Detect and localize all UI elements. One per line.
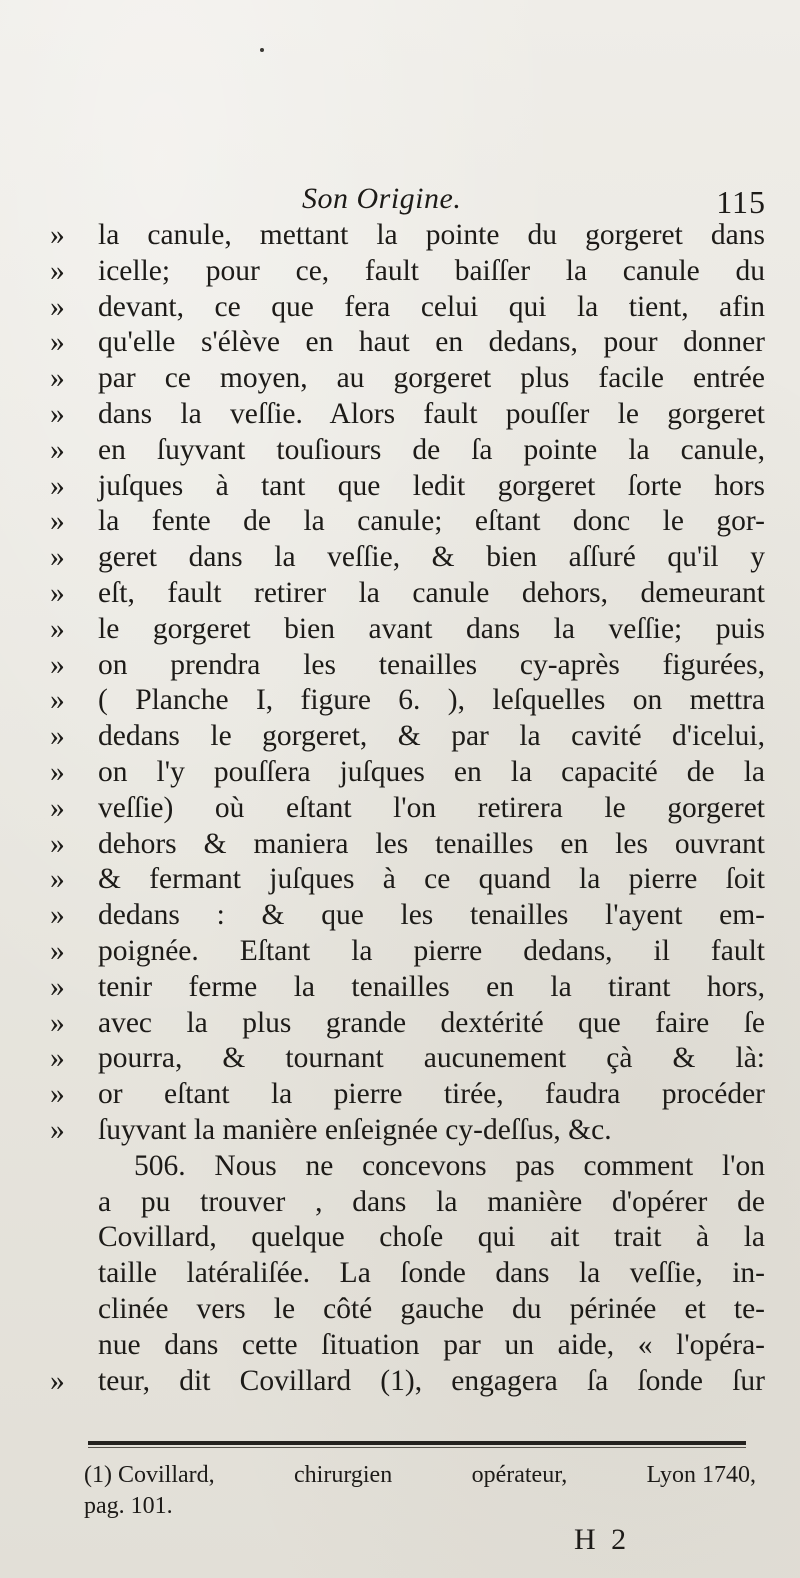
line-text: clinée vers le côté gauche du périnée et te- bbox=[98, 1292, 765, 1325]
signature-mark: H 2 bbox=[574, 1523, 631, 1556]
quote-mark: » bbox=[50, 1006, 65, 1039]
quote-mark: » bbox=[50, 827, 65, 860]
page-number: 115 bbox=[716, 184, 766, 220]
line-text: tenir ferme la tenailles en la tirant hors, bbox=[98, 970, 765, 1003]
line-text: on l'y pouſſera juſques en la capacité de la bbox=[98, 755, 765, 788]
line-text: or eſtant la pierre tirée, faudra procéder bbox=[98, 1078, 765, 1111]
line-text: poignée. Eſtant la pierre dedans, il fault bbox=[98, 934, 765, 967]
text-line bbox=[50, 898, 765, 934]
line-text: pourra, & tournant aucunement çà & là: bbox=[98, 1042, 765, 1075]
quote-mark bbox=[50, 1185, 98, 1221]
quote-mark: » bbox=[50, 684, 65, 717]
line-text: on prendra les tenailles cy-après figurées, bbox=[98, 648, 765, 681]
text-line bbox=[50, 576, 765, 612]
text-line bbox=[50, 540, 765, 576]
footnote-rule-thin bbox=[88, 1447, 746, 1448]
quote-mark: » bbox=[50, 397, 65, 430]
line-text: & fermant juſques à ce quand la pierre ſoit bbox=[98, 863, 765, 896]
text-line bbox=[50, 791, 765, 827]
line-text: geret dans la veſſie, & bien aſſuré qu'il y bbox=[98, 541, 765, 574]
footnote-role-2: opérateur, bbox=[471, 1462, 568, 1488]
quote-mark: » bbox=[50, 290, 65, 323]
text-line bbox=[50, 934, 765, 970]
line-text: la canule, mettant la pointe du gorgeret dans bbox=[98, 219, 765, 251]
body-text bbox=[50, 218, 765, 1399]
footnote-page-ref: pag. 101. bbox=[84, 1493, 173, 1519]
line-text: dedans : & que les tenailles l'ayent em- bbox=[98, 899, 765, 932]
text-line bbox=[50, 1041, 765, 1077]
quote-mark: » bbox=[50, 326, 65, 359]
line-text: ( Planche I, figure 6. ), leſquelles on mettra bbox=[98, 684, 765, 717]
running-title: Son Origine. bbox=[302, 182, 462, 215]
footnote-place-year: Lyon 1740, bbox=[646, 1462, 756, 1488]
quote-mark: » bbox=[50, 362, 65, 395]
quote-mark: » bbox=[50, 720, 65, 753]
text-line bbox=[50, 683, 765, 719]
quote-mark bbox=[50, 1220, 98, 1256]
footnote bbox=[84, 1460, 756, 1522]
line-text: ſuyvant la manière enſeignée cy-deſſus, &c. bbox=[98, 1113, 612, 1146]
line-text: dedans le gorgeret, & par la cavité d'icelui, bbox=[98, 720, 765, 753]
text-line bbox=[50, 612, 765, 648]
quote-mark: » bbox=[50, 254, 65, 287]
line-text: 506. Nous ne concevons pas comment l'on bbox=[134, 1149, 765, 1182]
text-line bbox=[50, 1328, 765, 1364]
line-text: avec la plus grande dextérité que faire ſe bbox=[98, 1006, 765, 1039]
quote-mark: » bbox=[50, 899, 65, 932]
line-text: teur, dit Covillard (1), engagera ſa ſonde ſur bbox=[98, 1364, 765, 1397]
quote-mark: » bbox=[50, 1078, 65, 1111]
text-line bbox=[50, 469, 765, 505]
line-text: qu'elle s'élève en haut en dedans, pour donner bbox=[98, 326, 765, 359]
ink-speck bbox=[260, 48, 264, 52]
text-line bbox=[50, 218, 765, 254]
text-line bbox=[50, 325, 765, 361]
text-line bbox=[50, 827, 765, 863]
text-line bbox=[50, 862, 765, 898]
line-text: nue dans cette ſituation par un aide, « l'opéra- bbox=[98, 1328, 765, 1361]
text-line bbox=[50, 361, 765, 397]
quote-mark: » bbox=[50, 934, 65, 967]
text-line bbox=[50, 1149, 765, 1185]
quote-mark: » bbox=[50, 433, 65, 466]
text-line bbox=[50, 1364, 765, 1400]
quote-mark: » bbox=[50, 1113, 65, 1146]
line-text: taille latéraliſée. La ſonde dans la veſſie, in- bbox=[98, 1257, 765, 1290]
text-line bbox=[50, 648, 765, 684]
quote-mark: » bbox=[50, 648, 65, 681]
line-text: devant, ce que fera celui qui la tient, afin bbox=[98, 290, 765, 323]
text-line bbox=[50, 970, 765, 1006]
footnote-line bbox=[84, 1460, 756, 1491]
line-text: par ce moyen, au gorgeret plus facile entrée bbox=[98, 362, 765, 395]
text-line bbox=[50, 433, 765, 469]
text-line bbox=[50, 290, 765, 326]
quote-mark bbox=[50, 1256, 98, 1292]
line-text: juſques à tant que ledit gorgeret ſorte hors bbox=[98, 469, 765, 502]
quote-mark: » bbox=[50, 755, 65, 788]
line-text: en ſuyvant touſiours de ſa pointe la canule, bbox=[98, 433, 765, 466]
text-line bbox=[50, 1292, 765, 1328]
footnote-author: (1) Covillard, bbox=[84, 1462, 215, 1488]
line-text: Covillard, quelque choſe qui ait trait à la bbox=[98, 1221, 765, 1254]
quote-mark: » bbox=[50, 863, 65, 896]
text-line bbox=[50, 397, 765, 433]
text-line bbox=[50, 755, 765, 791]
quote-mark: » bbox=[50, 970, 65, 1003]
text-line bbox=[50, 1185, 765, 1221]
line-text: veſſie) où eſtant l'on retirera le gorgeret bbox=[98, 791, 765, 824]
quote-mark bbox=[50, 1292, 98, 1328]
quote-mark: » bbox=[50, 469, 65, 502]
line-text: dans la veſſie. Alors fault pouſſer le gorgeret bbox=[98, 397, 765, 430]
line-text: la fente de la canule; eſtant donc le gor- bbox=[98, 505, 765, 538]
quote-mark: » bbox=[50, 505, 65, 538]
quote-mark bbox=[50, 1149, 98, 1185]
text-line bbox=[50, 719, 765, 755]
quote-mark: » bbox=[50, 791, 65, 824]
line-text: a pu trouver , dans la manière d'opérer de bbox=[98, 1185, 765, 1218]
text-line bbox=[50, 1220, 765, 1256]
text-line bbox=[50, 1006, 765, 1042]
text-line bbox=[50, 1256, 765, 1292]
line-text: le gorgeret bien avant dans la veſſie; puis bbox=[98, 612, 765, 645]
text-line bbox=[50, 254, 765, 290]
quote-mark: » bbox=[50, 219, 65, 251]
quote-mark: » bbox=[50, 1364, 65, 1397]
text-line bbox=[50, 504, 765, 540]
footnote-rule bbox=[88, 1441, 746, 1445]
footnote-role: chirurgien bbox=[294, 1462, 393, 1488]
text-line bbox=[50, 1113, 765, 1149]
quote-mark bbox=[50, 1328, 98, 1364]
line-text: eſt, fault retirer la canule dehors, demeurant bbox=[98, 576, 765, 609]
quote-mark: » bbox=[50, 1042, 65, 1075]
quote-mark: » bbox=[50, 612, 65, 645]
quote-mark: » bbox=[50, 541, 65, 574]
quote-mark: » bbox=[50, 576, 65, 609]
line-text: dehors & maniera les tenailles en les ouvrant bbox=[98, 827, 765, 860]
line-text: icelle; pour ce, fault baiſſer la canule du bbox=[98, 254, 765, 287]
text-line bbox=[50, 1077, 765, 1113]
footnote-line bbox=[84, 1491, 756, 1522]
